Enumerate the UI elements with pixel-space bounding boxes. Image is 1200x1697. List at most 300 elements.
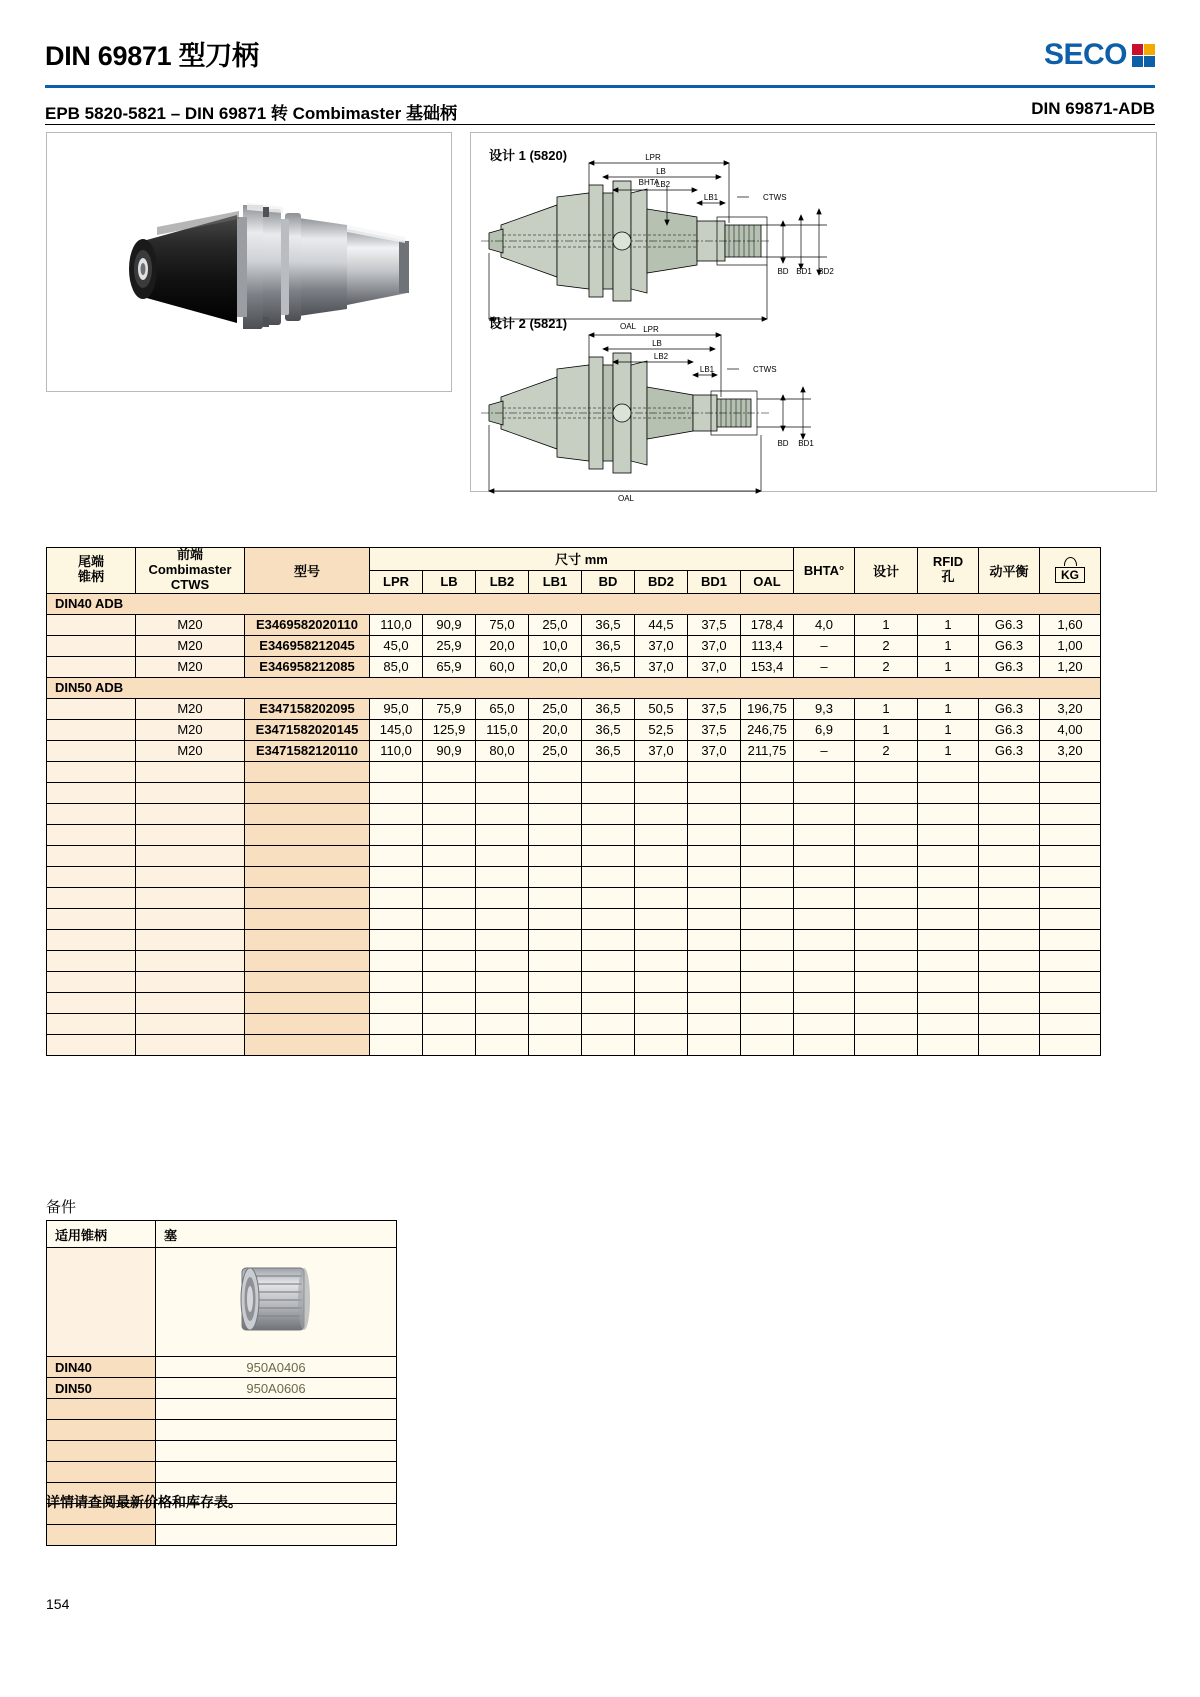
logo-squares (1132, 44, 1155, 67)
svg-text:BHTA: BHTA (638, 178, 660, 187)
table-group-row (47, 677, 1101, 698)
cell-empty (423, 1034, 476, 1055)
spare-image-row (47, 1248, 397, 1357)
spare-row-empty (47, 1420, 397, 1441)
spare-cell-code[interactable]: 950A0406 (156, 1357, 397, 1378)
cell-lb1: 20,0 (529, 719, 582, 740)
cell-ctws: M20 (136, 740, 245, 761)
table-row-empty (47, 866, 1101, 887)
svg-text:LPR: LPR (643, 325, 659, 334)
cell-empty (47, 824, 136, 845)
cell-empty (635, 824, 688, 845)
cell-bd: 36,5 (582, 656, 635, 677)
cell-rfid: 1 (918, 614, 979, 635)
cell-empty (688, 824, 741, 845)
product-table (46, 547, 1101, 1056)
cell-empty (979, 845, 1040, 866)
header-balance: 动平衡 (979, 548, 1040, 594)
cell-empty (529, 866, 582, 887)
cell-order-code[interactable]: E346958212085 (245, 656, 370, 677)
cell-empty (245, 887, 370, 908)
header-oal: OAL (741, 570, 794, 593)
header-tail-shank (47, 548, 136, 594)
cell-lb1: 20,0 (529, 656, 582, 677)
cell-empty (741, 803, 794, 824)
cell-lpr: 45,0 (370, 635, 423, 656)
cell-empty (741, 845, 794, 866)
cell-empty (476, 971, 529, 992)
cell-ctws: M20 (136, 698, 245, 719)
weight-hook-icon (1064, 557, 1077, 566)
cell-empty (47, 866, 136, 887)
cell-empty (245, 950, 370, 971)
cell-empty (918, 845, 979, 866)
cell-empty (741, 908, 794, 929)
cell-empty (794, 824, 855, 845)
cell-empty (741, 992, 794, 1013)
cell-empty (582, 824, 635, 845)
header-bd2: BD2 (635, 570, 688, 593)
cell-empty (136, 824, 245, 845)
cell-empty (918, 824, 979, 845)
header-tail-line1: 尾端 (77, 554, 104, 570)
spare-cell-empty (47, 1441, 156, 1462)
table-row-empty (47, 1034, 1101, 1055)
cell-oal: 211,75 (741, 740, 794, 761)
cell-bd1: 37,0 (688, 635, 741, 656)
cell-empty (979, 950, 1040, 971)
cell-lpr: 145,0 (370, 719, 423, 740)
cell-tail-shank (47, 698, 136, 719)
cell-empty (1040, 929, 1101, 950)
cell-empty (245, 908, 370, 929)
cell-empty (979, 803, 1040, 824)
cell-empty (136, 950, 245, 971)
cell-empty (370, 845, 423, 866)
header-rfid (918, 548, 979, 594)
svg-text:CTWS: CTWS (753, 365, 777, 374)
cell-empty (582, 887, 635, 908)
cell-empty (1040, 761, 1101, 782)
cell-empty (136, 992, 245, 1013)
cell-kg: 1,60 (1040, 614, 1101, 635)
cell-empty (423, 824, 476, 845)
cell-oal: 196,75 (741, 698, 794, 719)
cell-kg: 3,20 (1040, 698, 1101, 719)
cell-lb2: 115,0 (476, 719, 529, 740)
cell-empty (245, 1034, 370, 1055)
cell-balance: G6.3 (979, 656, 1040, 677)
cell-bd2: 37,0 (635, 635, 688, 656)
cell-empty (136, 929, 245, 950)
seco-logo (1044, 38, 1155, 72)
cell-empty (423, 992, 476, 1013)
cell-empty (741, 761, 794, 782)
cell-design: 1 (855, 698, 918, 719)
cell-empty (245, 992, 370, 1013)
spare-row-empty (47, 1441, 397, 1462)
cell-order-code[interactable]: E346958212045 (245, 635, 370, 656)
cell-empty (529, 992, 582, 1013)
cell-bd: 36,5 (582, 698, 635, 719)
header-lb: LB (423, 570, 476, 593)
cell-kg: 4,00 (1040, 719, 1101, 740)
table-row-empty (47, 908, 1101, 929)
cell-empty (370, 971, 423, 992)
cell-empty (47, 992, 136, 1013)
cell-bd: 36,5 (582, 719, 635, 740)
cell-lpr: 85,0 (370, 656, 423, 677)
cell-empty (245, 782, 370, 803)
cell-tail-shank (47, 740, 136, 761)
cell-empty (979, 887, 1040, 908)
cell-ctws: M20 (136, 719, 245, 740)
cell-empty (423, 866, 476, 887)
header-ctws (136, 548, 245, 594)
spare-row[interactable] (47, 1378, 397, 1399)
cell-empty (476, 929, 529, 950)
cell-ctws: M20 (136, 656, 245, 677)
cell-rfid: 1 (918, 698, 979, 719)
table-row-empty (47, 782, 1101, 803)
cell-bd2: 44,5 (635, 614, 688, 635)
cell-empty (476, 908, 529, 929)
cell-lb: 125,9 (423, 719, 476, 740)
cell-empty (855, 929, 918, 950)
cell-empty (918, 992, 979, 1013)
cell-empty (688, 803, 741, 824)
cell-lb2: 80,0 (476, 740, 529, 761)
cell-empty (136, 1034, 245, 1055)
cell-empty (47, 803, 136, 824)
cell-lb2: 20,0 (476, 635, 529, 656)
cell-bd1: 37,0 (688, 740, 741, 761)
cell-order-code[interactable]: E3471582020145 (245, 719, 370, 740)
cell-empty (855, 866, 918, 887)
cell-empty (635, 887, 688, 908)
cell-lb2: 75,0 (476, 614, 529, 635)
header-weight (1040, 548, 1101, 594)
spare-body (47, 1357, 397, 1546)
cell-empty (979, 761, 1040, 782)
table-row[interactable] (47, 698, 1101, 719)
cell-empty (1040, 950, 1101, 971)
spare-cell-empty (47, 1399, 156, 1420)
cell-empty (918, 1034, 979, 1055)
cell-empty (529, 908, 582, 929)
cell-rfid: 1 (918, 656, 979, 677)
cell-empty (794, 782, 855, 803)
header-ctws-line2: Combimaster (148, 561, 232, 577)
cell-empty (855, 950, 918, 971)
cell-lb: 25,9 (423, 635, 476, 656)
cell-empty (370, 782, 423, 803)
spare-image-blank (47, 1248, 156, 1357)
cell-empty (476, 824, 529, 845)
cell-empty (979, 929, 1040, 950)
cell-empty (918, 803, 979, 824)
design-2-label: 设计 2 (5821) (489, 316, 568, 331)
cell-empty (979, 971, 1040, 992)
spare-head (47, 1221, 397, 1357)
cell-empty (855, 824, 918, 845)
cell-balance: G6.3 (979, 719, 1040, 740)
cell-empty (245, 824, 370, 845)
cell-empty (476, 950, 529, 971)
cell-empty (370, 1034, 423, 1055)
cell-empty (635, 803, 688, 824)
cell-empty (529, 1013, 582, 1034)
spare-parts-title: 备件 (46, 1199, 77, 1216)
cell-bd1: 37,5 (688, 614, 741, 635)
header-bhta: BHTA° (794, 548, 855, 594)
cell-bd: 36,5 (582, 740, 635, 761)
cell-empty (1040, 824, 1101, 845)
cell-empty (47, 782, 136, 803)
drawing-svg (471, 133, 1156, 503)
cell-empty (855, 761, 918, 782)
cell-empty (741, 950, 794, 971)
cell-empty (635, 845, 688, 866)
cell-empty (476, 782, 529, 803)
cell-empty (476, 1034, 529, 1055)
spare-cell-code[interactable]: 950A0606 (156, 1378, 397, 1399)
cell-empty (1040, 971, 1101, 992)
cell-bd2: 37,0 (635, 656, 688, 677)
cell-lpr: 95,0 (370, 698, 423, 719)
cell-empty (529, 761, 582, 782)
product-photo (46, 132, 452, 392)
cell-rfid: 1 (918, 635, 979, 656)
cell-empty (1040, 887, 1101, 908)
header-rfid-line2: 孔 (941, 569, 955, 585)
svg-text:LPR: LPR (645, 153, 661, 162)
cell-empty (1040, 908, 1101, 929)
cell-empty (136, 971, 245, 992)
cell-balance: G6.3 (979, 698, 1040, 719)
cell-empty (979, 824, 1040, 845)
cell-empty (423, 845, 476, 866)
cell-lb1: 25,0 (529, 614, 582, 635)
cell-empty (979, 1013, 1040, 1034)
cell-order-code[interactable]: E3471582120110 (245, 740, 370, 761)
cell-bhta: – (794, 635, 855, 656)
cell-empty (582, 929, 635, 950)
svg-text:LB1: LB1 (699, 365, 715, 374)
logo-square-yellow (1144, 44, 1155, 55)
cell-empty (794, 992, 855, 1013)
cell-empty (1040, 803, 1101, 824)
cell-empty (423, 971, 476, 992)
cell-empty (245, 971, 370, 992)
cell-empty (136, 866, 245, 887)
cell-empty (370, 803, 423, 824)
cell-empty (582, 1034, 635, 1055)
cell-empty (794, 1013, 855, 1034)
cell-rfid: 1 (918, 740, 979, 761)
table-row[interactable] (47, 740, 1101, 761)
cell-empty (370, 1013, 423, 1034)
cell-empty (370, 761, 423, 782)
cell-empty (794, 971, 855, 992)
cell-bd: 36,5 (582, 635, 635, 656)
table-row-empty (47, 824, 1101, 845)
cell-lb1: 25,0 (529, 698, 582, 719)
cell-ctws: M20 (136, 635, 245, 656)
cell-empty (688, 1013, 741, 1034)
svg-text:LB2: LB2 (653, 352, 669, 361)
spare-row-empty (47, 1525, 397, 1546)
design-1-label: 设计 1 (5820) (489, 148, 568, 163)
spare-row[interactable] (47, 1357, 397, 1378)
spare-cell-empty (47, 1462, 156, 1483)
svg-text:LB: LB (656, 167, 666, 176)
cell-empty (370, 866, 423, 887)
page-number: 154 (46, 1596, 70, 1612)
cell-empty (741, 824, 794, 845)
cell-empty (688, 845, 741, 866)
cell-kg: 1,00 (1040, 635, 1101, 656)
cell-empty (245, 803, 370, 824)
svg-text:OAL: OAL (619, 322, 637, 331)
cell-empty (979, 908, 1040, 929)
cell-empty (855, 971, 918, 992)
cell-empty (529, 782, 582, 803)
table-row[interactable] (47, 719, 1101, 740)
table-row-empty (47, 992, 1101, 1013)
cell-empty (476, 1013, 529, 1034)
svg-text:LB: LB (652, 339, 662, 348)
cell-empty (979, 1034, 1040, 1055)
cell-oal: 178,4 (741, 614, 794, 635)
cell-bhta: 6,9 (794, 719, 855, 740)
spare-cell-empty (156, 1525, 397, 1546)
cell-design: 2 (855, 740, 918, 761)
cell-empty (855, 887, 918, 908)
cell-rfid: 1 (918, 719, 979, 740)
cell-empty (794, 908, 855, 929)
spare-cell-shank: DIN50 (47, 1378, 156, 1399)
table-row-empty (47, 971, 1101, 992)
cell-empty (423, 782, 476, 803)
svg-text:BD: BD (777, 439, 789, 448)
cell-empty (47, 1034, 136, 1055)
cell-empty (794, 866, 855, 887)
cell-empty (529, 824, 582, 845)
cell-empty (582, 761, 635, 782)
cell-empty (1040, 866, 1101, 887)
cell-empty (582, 803, 635, 824)
cell-empty (918, 971, 979, 992)
header-bd1: BD1 (688, 570, 741, 593)
cell-empty (855, 908, 918, 929)
header-dimensions: 尺寸 mm (370, 548, 794, 571)
cell-lb: 65,9 (423, 656, 476, 677)
spare-parts-note: 详情请查阅最新价格和库存表。 (46, 1494, 242, 1510)
table-row-empty (47, 803, 1101, 824)
cell-order-code[interactable]: E347158202095 (245, 698, 370, 719)
header-divider (45, 85, 1155, 88)
cell-empty (635, 908, 688, 929)
cell-empty (245, 761, 370, 782)
standard-label: DIN 69871-ADB (1031, 99, 1155, 118)
logo-square-blue (1132, 56, 1143, 67)
table-group-label: DIN50 ADB (47, 677, 1101, 698)
cell-oal: 246,75 (741, 719, 794, 740)
plug-illustration (156, 1250, 388, 1354)
cell-empty (635, 1013, 688, 1034)
cell-empty (529, 971, 582, 992)
header-weight-label: KG (1055, 567, 1085, 583)
cell-empty (688, 950, 741, 971)
cell-order-code[interactable]: E3469582020110 (245, 614, 370, 635)
table-row[interactable] (47, 614, 1101, 635)
cell-empty (1040, 782, 1101, 803)
cell-empty (47, 908, 136, 929)
table-row-empty (47, 761, 1101, 782)
cell-empty (741, 782, 794, 803)
cell-empty (688, 866, 741, 887)
cell-empty (476, 761, 529, 782)
table-row[interactable] (47, 635, 1101, 656)
cell-empty (1040, 1013, 1101, 1034)
cell-empty (582, 971, 635, 992)
cell-lb1: 10,0 (529, 635, 582, 656)
cell-empty (918, 1013, 979, 1034)
table-row-empty (47, 887, 1101, 908)
cell-empty (794, 950, 855, 971)
spare-cell-empty (156, 1462, 397, 1483)
spare-header-row (47, 1221, 397, 1248)
logo-square-red (1132, 44, 1143, 55)
cell-empty (918, 782, 979, 803)
cell-bhta: – (794, 740, 855, 761)
cell-empty (476, 866, 529, 887)
cell-empty (918, 908, 979, 929)
cell-empty (245, 929, 370, 950)
cell-lb2: 65,0 (476, 698, 529, 719)
cell-empty (855, 782, 918, 803)
cell-empty (688, 971, 741, 992)
cell-empty (688, 782, 741, 803)
cell-empty (855, 992, 918, 1013)
cell-kg: 3,20 (1040, 740, 1101, 761)
cell-empty (855, 845, 918, 866)
cell-empty (1040, 845, 1101, 866)
cell-empty (635, 1034, 688, 1055)
section-title: EPB 5820-5821 – DIN 69871 转 Combimaster 基础柄 (45, 104, 457, 123)
table-body (47, 593, 1101, 1055)
cell-tail-shank (47, 614, 136, 635)
header-row-1 (47, 548, 1101, 571)
header-rfid-line1: RFID (932, 554, 964, 570)
section-divider (45, 124, 1155, 125)
cell-bd1: 37,5 (688, 719, 741, 740)
cell-empty (529, 1034, 582, 1055)
header-bd: BD (582, 570, 635, 593)
spare-header-plug: 塞 (156, 1221, 397, 1248)
cell-bd: 36,5 (582, 614, 635, 635)
table-row[interactable] (47, 656, 1101, 677)
svg-text:LB2: LB2 (655, 180, 671, 189)
header-tail-line2: 锥柄 (77, 569, 104, 585)
cell-empty (370, 992, 423, 1013)
cell-empty (136, 845, 245, 866)
cell-empty (582, 992, 635, 1013)
cell-tail-shank (47, 656, 136, 677)
cell-empty (741, 887, 794, 908)
cell-ctws: M20 (136, 614, 245, 635)
